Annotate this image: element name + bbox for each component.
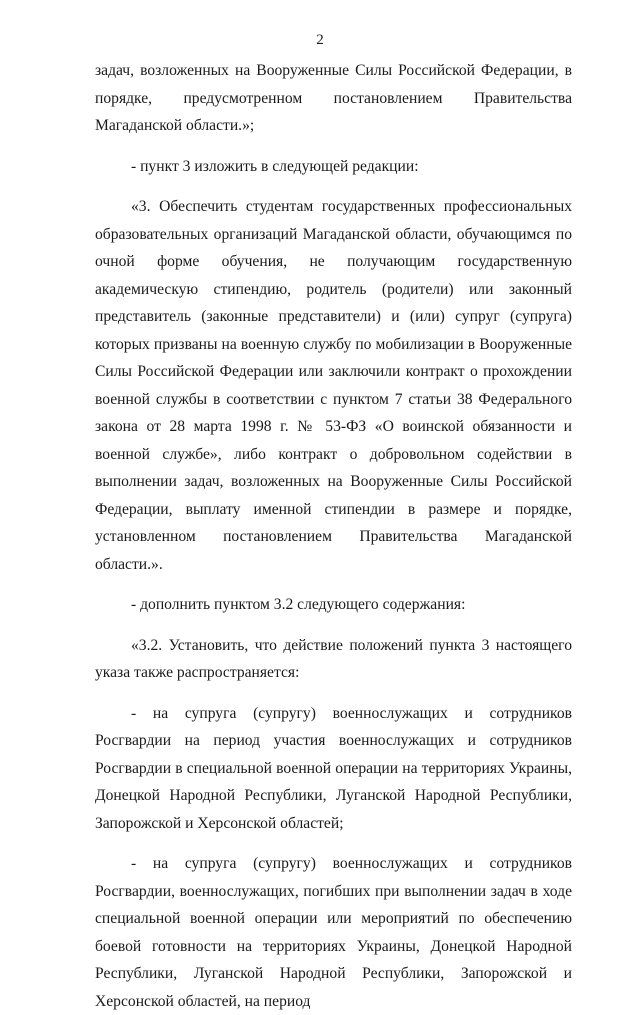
- paragraph-item-point-3: - пункт 3 изложить в следующей редакции:: [131, 157, 419, 175]
- paragraph-item-point-3-2: - дополнить пунктом 3.2 следующего содержания:: [131, 596, 466, 613]
- page-number: 2: [316, 32, 324, 48]
- paragraph-spouse-deceased: - на супруга (супругу) военнослужащих и сотрудников Росгвардии, военнослужащих, погибших при выполнении задач в ходе специальной военной операции или мероприятий по обеспечению боевой готовности на территориях Украины, Донецкой Народной Республики, Луганской Народной Республики, Запорожской и Херсонской областей, на период: [95, 855, 572, 1010]
- paragraph-point-3-2-text: «3.2. Установить, что действие положений пункта 3 настоящего указа также распространяется:: [95, 636, 572, 681]
- paragraph-spouse-participation: - на супруга (супругу) военнослужащих и сотрудников Росгвардии на период участия военнослужащих и сотрудников Росгвардии в специальной военной операции на территориях Украины, Донецкой Народной Республики, Луганской Народной Республики, Запорожской и Херсонской областей;: [95, 704, 572, 832]
- paragraph-continuation: задач, возложенных на Вооруженные Силы Российской Федерации, в порядке, предусмотренном постановлением Правительства Магаданской области.»;: [95, 62, 572, 134]
- document-body: [95, 57, 572, 1015]
- paragraph-point-3-text: «3. Обеспечить студентам государственных профессиональных образовательных организаций Магаданской области, обучающимся по очной форме обучения, не получающим государственную академическую стипендию, родитель (родители) или законный представитель (законные представители) и (или) супруг (супруга) которых призваны на военную службу по мобилизации в Вооруженные Силы Российской Федерации или заключили контракт о прохождении военной службы в соответствии с пунктом 7 статьи 38 Федерального закона от 28 марта 1998 г. № 53-ФЗ «О воинской обязанности и военной службе», либо контракт о добровольном содействии в выполнении задач, возложенных на Вооруженные Силы Российской Федерации, выплату именной стипендии в размере и порядке, установленном постановлением Правительства Магаданской области.».: [95, 198, 572, 573]
